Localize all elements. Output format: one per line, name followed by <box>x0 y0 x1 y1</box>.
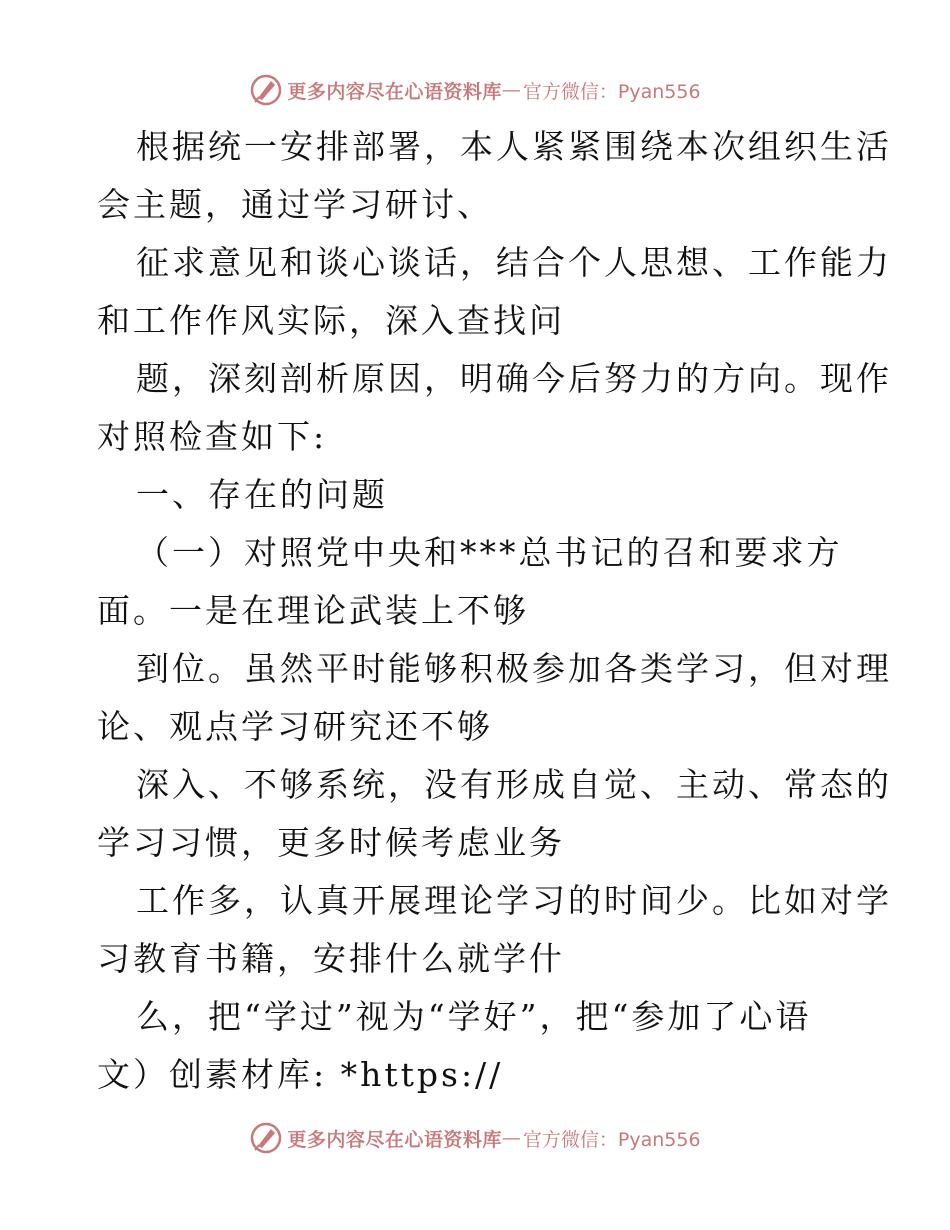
header-banner <box>0 70 950 110</box>
banner-separator: — <box>501 1127 521 1149</box>
text-line: 习教育书籍，安排什么就学什 <box>97 939 565 978</box>
banner-title: 更多内容尽在心语资料库 <box>287 80 502 103</box>
footer-banner <box>0 1118 950 1158</box>
text-line: 论、观点学习研究还不够 <box>97 707 493 746</box>
text-line: 会主题，通过学习研讨、 <box>97 185 493 224</box>
quill-pen-logo-icon <box>249 73 283 107</box>
document-body <box>97 118 892 1104</box>
banner-separator: — <box>501 79 521 101</box>
text-line: 对照检查如下: <box>97 417 328 456</box>
text-line: 和工作作风实际，深入查找问 <box>97 301 565 340</box>
banner-wechat: 官方微信：Pyan556 <box>522 80 701 103</box>
section-heading: 一、存在的问题 <box>136 475 388 514</box>
text-line: 到位。虽然平时能够积极参加各类学习，但对理 <box>136 649 892 688</box>
text-line: 么，把“学过”视为“学好”，把“参加了心语 <box>136 997 812 1036</box>
banner-wechat: 官方微信：Pyan556 <box>522 1128 701 1151</box>
text-line: 面。一是在理论武装上不够 <box>97 591 529 630</box>
text-line: 文）创素材库: *https:// <box>97 1055 504 1094</box>
text-line: 根据统一安排部署，本人紧紧围绕本次组织生活 <box>136 127 892 166</box>
text-line: 工作多，认真开展理论学习的时间少。比如对学 <box>136 881 892 920</box>
text-line: 征求意见和谈心谈话，结合个人思想、工作能力 <box>136 243 892 282</box>
text-line: 深入、不够系统，没有形成自觉、主动、常态的 <box>136 765 892 804</box>
banner-title: 更多内容尽在心语资料库 <box>287 1128 502 1151</box>
quill-pen-logo-icon <box>249 1121 283 1155</box>
subsection-heading: （一）对照党中央和***总书记的召和要求方 <box>136 533 843 572</box>
text-line: 题，深刻剖析原因，明确今后努力的方向。现作 <box>136 359 892 398</box>
text-line: 学习习惯，更多时候考虑业务 <box>97 823 565 862</box>
